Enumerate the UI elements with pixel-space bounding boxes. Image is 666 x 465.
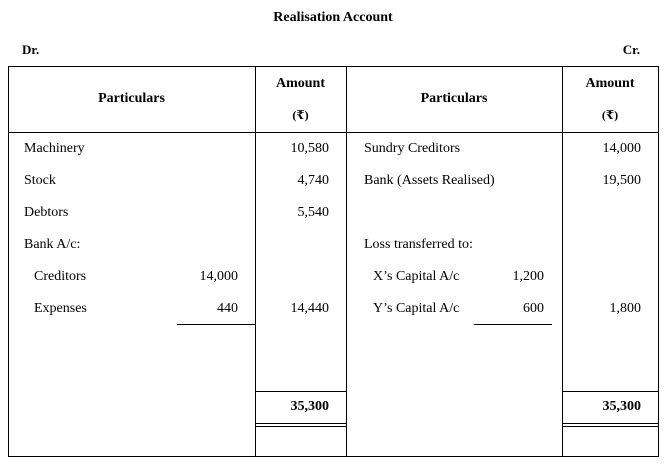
debit-stock-amount: 4,740 [297,173,329,188]
credit-sundry-creditors-amount: 14,000 [602,141,641,156]
credit-total-bottom-rule [562,423,658,424]
debit-creditors-inner: 14,000 [199,269,238,284]
credit-particulars-header: Particulars [420,91,488,106]
credit-y-capital-label: Y’s Capital A/c [373,301,460,316]
credit-bank-label: Bank (Assets Realised) [364,173,495,188]
debit-debtors-amount: 5,540 [297,205,329,220]
debit-total-bottom-rule [255,423,346,424]
center-divider [346,66,347,456]
debit-currency-header: (₹) [292,108,309,122]
debit-expenses-label: Expenses [34,301,87,316]
credit-x-capital-inner: 1,200 [512,269,544,284]
credit-loss-label: Loss transferred to: [364,237,473,252]
debit-total: 35,300 [290,399,329,414]
dr-label: Dr. [22,42,40,57]
credit-loss-amount: 1,800 [609,301,641,316]
credit-sundry-creditors-label: Sundry Creditors [364,141,461,156]
credit-amount-left-border [562,66,563,456]
debit-total-top-rule [255,391,346,392]
credit-x-capital-label: X’s Capital A/c [373,269,460,284]
debit-creditors-label: Creditors [34,269,87,284]
page-title: Realisation Account [273,10,393,25]
debit-inner-underline [177,324,255,325]
debit-expenses-inner: 440 [217,301,238,316]
credit-inner-underline [474,324,552,325]
debit-stock-label: Stock [24,173,56,188]
debit-machinery-label: Machinery [24,141,85,156]
credit-bank-amount: 19,500 [602,173,641,188]
left-border [8,66,9,456]
credit-total-double-rule [562,426,658,427]
debit-amount-left-border [255,66,256,456]
credit-y-capital-inner: 600 [523,301,544,316]
credit-amount-header: Amount [585,76,635,91]
debit-machinery-amount: 10,580 [290,141,329,156]
debit-bank-label: Bank A/c: [24,237,81,252]
cr-label: Cr. [622,42,640,57]
debit-debtors-label: Debtors [24,205,69,220]
credit-total: 35,300 [602,399,641,414]
debit-amount-header: Amount [275,76,325,91]
right-border [658,66,659,456]
debit-bank-amount: 14,440 [290,301,329,316]
table-bottom-border [8,456,659,457]
credit-currency-header: (₹) [601,108,619,122]
credit-total-top-rule [562,391,658,392]
debit-particulars-header: Particulars [98,91,165,106]
debit-total-double-rule [255,426,346,427]
